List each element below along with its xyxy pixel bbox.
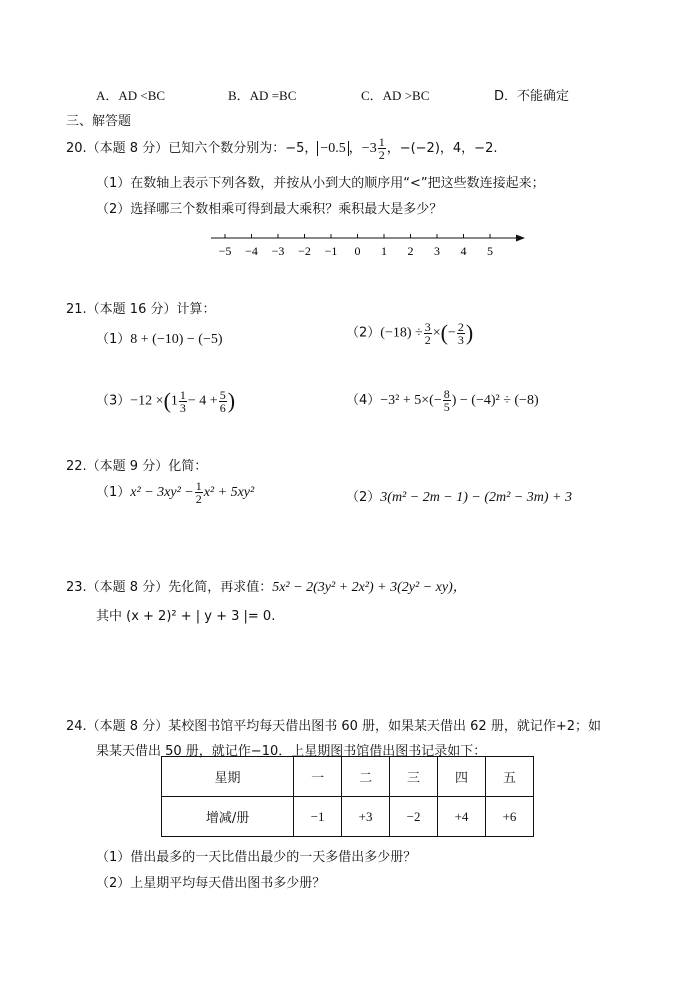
q21-part2: （2）(−18) ÷ $\frac{3}{2}$ ×(− $\frac{2}{3}$ ) xyxy=(346,319,474,347)
q23-expression: 5x² − 2(3y² + 2x²) + 3(2y² − xy)， xyxy=(272,580,467,595)
record-table xyxy=(161,756,534,837)
q22-head: 22.（本题 9 分）化简： xyxy=(66,459,208,474)
q23-condition: 其中 (x + 2)² + | y + 3 |= 0. xyxy=(96,609,276,624)
q21-part4: （4）−3² + 5×(− $\frac{8}{5}$ ) − (−4)² ÷ (−8) xyxy=(346,387,539,414)
table-header-cell: 五 xyxy=(486,757,534,797)
q20-mixed-int: −3 xyxy=(361,141,377,156)
q24-line1: 24.（本题 8 分）某校图书馆平均每天借出图书 60 册，如果某天借出 62 册，就记作+2；如 xyxy=(66,719,601,734)
number-line-label: 1 xyxy=(381,244,387,258)
option-b: B．AD =BC xyxy=(228,88,297,103)
table-cell: +6 xyxy=(486,797,534,837)
table-header-cell: 三 xyxy=(390,757,438,797)
number-line-label: 2 xyxy=(407,244,414,258)
number-line-label: 5 xyxy=(487,244,493,258)
table-header-cell: 二 xyxy=(342,757,390,797)
option-c: C．AD >BC xyxy=(361,88,430,103)
q23-stem: 23.（本题 8 分）先化简，再求值：5x² − 2(3y² + 2x²) + 3(2y² − xy)， xyxy=(66,580,467,595)
section-title: 三、解答题 xyxy=(66,114,132,129)
table-header-cell: 一 xyxy=(294,757,342,797)
q20-abs-value: −0.5 xyxy=(317,141,348,156)
number-line-label: −3 xyxy=(271,244,285,258)
number-line-label: 4 xyxy=(460,244,467,258)
table-header-cell: 星期 xyxy=(162,757,294,797)
number-line-label: −2 xyxy=(298,244,311,258)
table-row-label: 增减/册 xyxy=(162,797,294,837)
q20-part2: （2）选择哪三个数相乘可得到最大乘积？乘积最大是多少？ xyxy=(96,202,443,217)
option-a: A．AD <BC xyxy=(96,88,166,103)
table-row-values xyxy=(162,797,534,837)
q21-head: 21.（本题 16 分）计算： xyxy=(66,302,216,317)
q21-part1-expr: 8 + (−10) − (−5) xyxy=(130,332,223,347)
q20-mixed-fraction: $\frac{1}{2}$ xyxy=(378,135,385,162)
table-cell: +4 xyxy=(438,797,486,837)
table-cell: −1 xyxy=(294,797,342,837)
number-line-label: −1 xyxy=(324,244,338,258)
q20-tail: ，−(−2)，4，−2. xyxy=(386,141,498,156)
table-row-header xyxy=(162,757,534,797)
q21-part1: （1）8 + (−10) − (−5) xyxy=(96,332,223,347)
table-cell: +3 xyxy=(342,797,390,837)
option-d: D．不能确定 xyxy=(494,89,570,104)
table-cell: −2 xyxy=(390,797,438,837)
q20-stem: 20.（本题 8 分）已知六个数分别为：−5， −0.5 ，−3 $\frac{1}{2}$ ，−(−2)，4，−2. xyxy=(66,135,498,162)
q22-part2: （2）3(m² − 2m − 1) − (2m² − 3m) + 3 xyxy=(346,490,573,505)
number-line-label: 3 xyxy=(434,244,440,258)
q20-part1: （1）在数轴上表示下列各数，并按从小到大的顺序用“<”把这些数连接起来； xyxy=(96,176,545,191)
number-line-label: −4 xyxy=(245,244,258,258)
q24-part2: （2）上星期平均每天借出图书多少册？ xyxy=(96,876,326,891)
number-line-label: 0 xyxy=(354,244,361,258)
table-header-cell: 四 xyxy=(438,757,486,797)
q24-line2: 果某天借出 50 册，就记作−10．上星期图书馆借出图书记录如下： xyxy=(96,744,487,759)
q20-head: 20.（本题 8 分）已知六个数分别为：−5， xyxy=(66,141,318,156)
number-line xyxy=(205,228,535,262)
number-line-label: −5 xyxy=(218,244,232,258)
q22-part1: （1）x² − 3xy² − $\frac{1}{2}$ x² + 5xy² xyxy=(96,479,255,506)
q24-part1: （1）借出最多的一天比借出最少的一天多借出多少册？ xyxy=(96,850,417,865)
q21-part3: （3）−12 ×(1 $\frac{1}{3}$ − 4 + $\frac{5}{6}$ ) xyxy=(96,387,236,415)
